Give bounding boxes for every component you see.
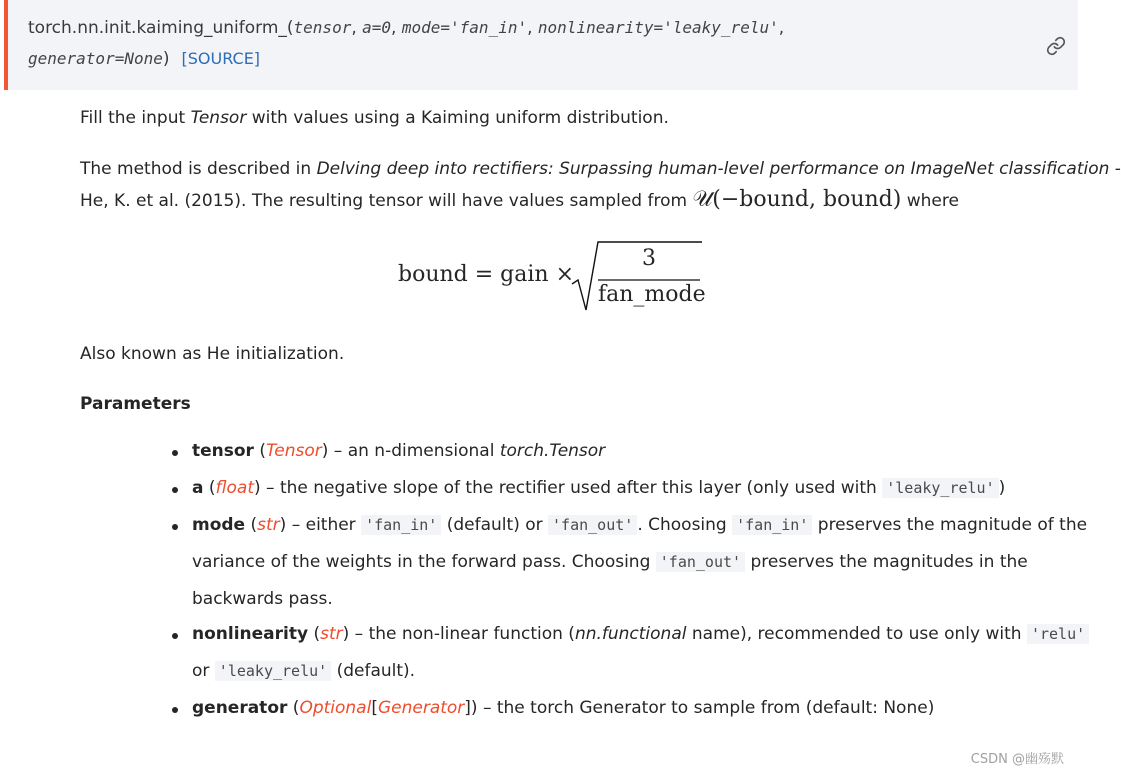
param-mode: mode='fan_in' [401, 18, 528, 37]
param-item-mode: mode (str) – either 'fan_in' (default) or 'fan_out' . Choosing 'fan_in' preserves the magnitude of the [192, 515, 1088, 535]
p1-text-a: Fill the input [80, 108, 191, 128]
param-a: a=0 [362, 18, 392, 37]
param-desc: preserves the magnitude of the [812, 515, 1088, 535]
param-desc-italic: nn.functional [574, 624, 687, 644]
p3-text-c: where [901, 191, 959, 211]
formula-denominator: fan_mode [598, 282, 706, 307]
param-name: mode [192, 515, 246, 535]
param-type-link[interactable]: str [257, 515, 280, 535]
param-item-tensor: tensor (Tensor) – an n-dimensional torch.Tensor [192, 441, 606, 461]
param-item-generator: generator (Optional[Generator]) – the torch Generator to sample from (default: None) [192, 698, 935, 718]
param-desc: – either [286, 515, 362, 535]
param-name: nonlinearity [192, 624, 309, 644]
uniform-distribution-math: 𝒰(−bound, bound) [692, 187, 902, 212]
param-type-link[interactable]: Tensor [266, 441, 322, 461]
description-paragraph-3 [80, 187, 959, 212]
close-paren: ) [162, 49, 170, 69]
description-paragraph-2 [80, 159, 1121, 179]
param-desc-end: ) [998, 478, 1006, 498]
bullet-icon [172, 524, 178, 530]
param-generator: generator=None [28, 49, 163, 68]
param-desc: (default) or [441, 515, 549, 535]
param-type-link[interactable]: Optional [299, 698, 372, 718]
code-literal: 'leaky_relu' [215, 661, 331, 681]
signature-line-2 [28, 49, 260, 69]
param-desc: name), recommended to use only with [686, 624, 1027, 644]
link-icon[interactable] [1046, 36, 1066, 56]
code-literal: 'fan_out' [548, 515, 637, 535]
code-literal: 'leaky_relu' [882, 478, 998, 498]
function-signature [4, 0, 1078, 90]
parameters-heading: Parameters [80, 394, 191, 414]
p1-text-c: with values using a Kaiming uniform distribution. [246, 108, 669, 128]
function-name: torch.nn.init.kaiming_uniform_( [28, 18, 294, 38]
bound-formula [398, 240, 718, 320]
param-desc: – the negative slope of the rectifier used after this layer (only used with [260, 478, 883, 498]
bullet-icon [172, 707, 178, 713]
p3-text-a: He, K. et al. (2015). The resulting tensor will have values sampled from [80, 191, 693, 211]
description-paragraph-1 [80, 108, 669, 128]
p1-tensor-italic: Tensor [190, 108, 247, 128]
param-desc: – the non-linear function ( [349, 624, 575, 644]
signature-line-1: torch.nn.init.kaiming_uniform_(tensor, a=0, mode='fan_in', nonlinearity='leaky_relu', [28, 18, 785, 38]
formula-numerator: 3 [642, 246, 656, 271]
p4-text: Also known as He initialization. [80, 344, 345, 364]
code-literal: 'fan_in' [361, 515, 441, 535]
param-desc: – the torch Generator to sample from (default: None) [477, 698, 935, 718]
watermark: CSDN @幽殇默 [970, 752, 1064, 767]
param-desc-italic: torch.Tensor [499, 441, 606, 461]
param-name: tensor [192, 441, 254, 461]
p2-text-c: - [1109, 159, 1121, 179]
param-desc: (default). [331, 661, 416, 681]
source-link[interactable]: [SOURCE] [181, 49, 261, 68]
param-desc: backwards pass. [192, 589, 333, 609]
formula-lhs: bound = gain × [398, 262, 574, 287]
param-type-link[interactable]: str [320, 624, 343, 644]
param-item-mode-line-3 [192, 589, 333, 609]
code-literal: 'fan_out' [656, 552, 745, 572]
bullet-icon [172, 487, 178, 493]
sqrt-symbol [570, 240, 710, 320]
param-name: a [192, 478, 204, 498]
param-desc: . Choosing [637, 515, 733, 535]
param-tensor: tensor [293, 18, 352, 37]
bullet-icon [172, 633, 178, 639]
param-name: generator [192, 698, 288, 718]
bullet-icon [172, 450, 178, 456]
description-paragraph-4 [80, 344, 344, 364]
param-type-link[interactable]: Generator [377, 698, 465, 718]
param-nonlinearity: nonlinearity='leaky_relu' [537, 18, 779, 37]
param-desc: – an n-dimensional [328, 441, 500, 461]
param-desc: preserves the magnitudes in the [745, 552, 1028, 572]
p2-text-a: The method is described in [80, 159, 317, 179]
code-literal: 'relu' [1027, 624, 1089, 644]
param-item-mode-line-2 [192, 552, 1028, 572]
param-type-link[interactable]: float [215, 478, 254, 498]
param-item-nonlinearity: nonlinearity (str) – the non-linear function (nn.functional name), recommended to use only with 'relu' [192, 624, 1089, 644]
param-desc: variance of the weights in the forward pass. Choosing [192, 552, 656, 572]
paper-title: Delving deep into rectifiers: Surpassing human-level performance on ImageNet classification [316, 159, 1110, 179]
param-item-a: a (float) – the negative slope of the rectifier used after this layer (only used with 'leaky_relu' ) [192, 478, 1006, 498]
param-desc: or [192, 661, 215, 681]
param-item-nonlinearity-line-2 [192, 661, 415, 681]
code-literal: 'fan_in' [732, 515, 812, 535]
